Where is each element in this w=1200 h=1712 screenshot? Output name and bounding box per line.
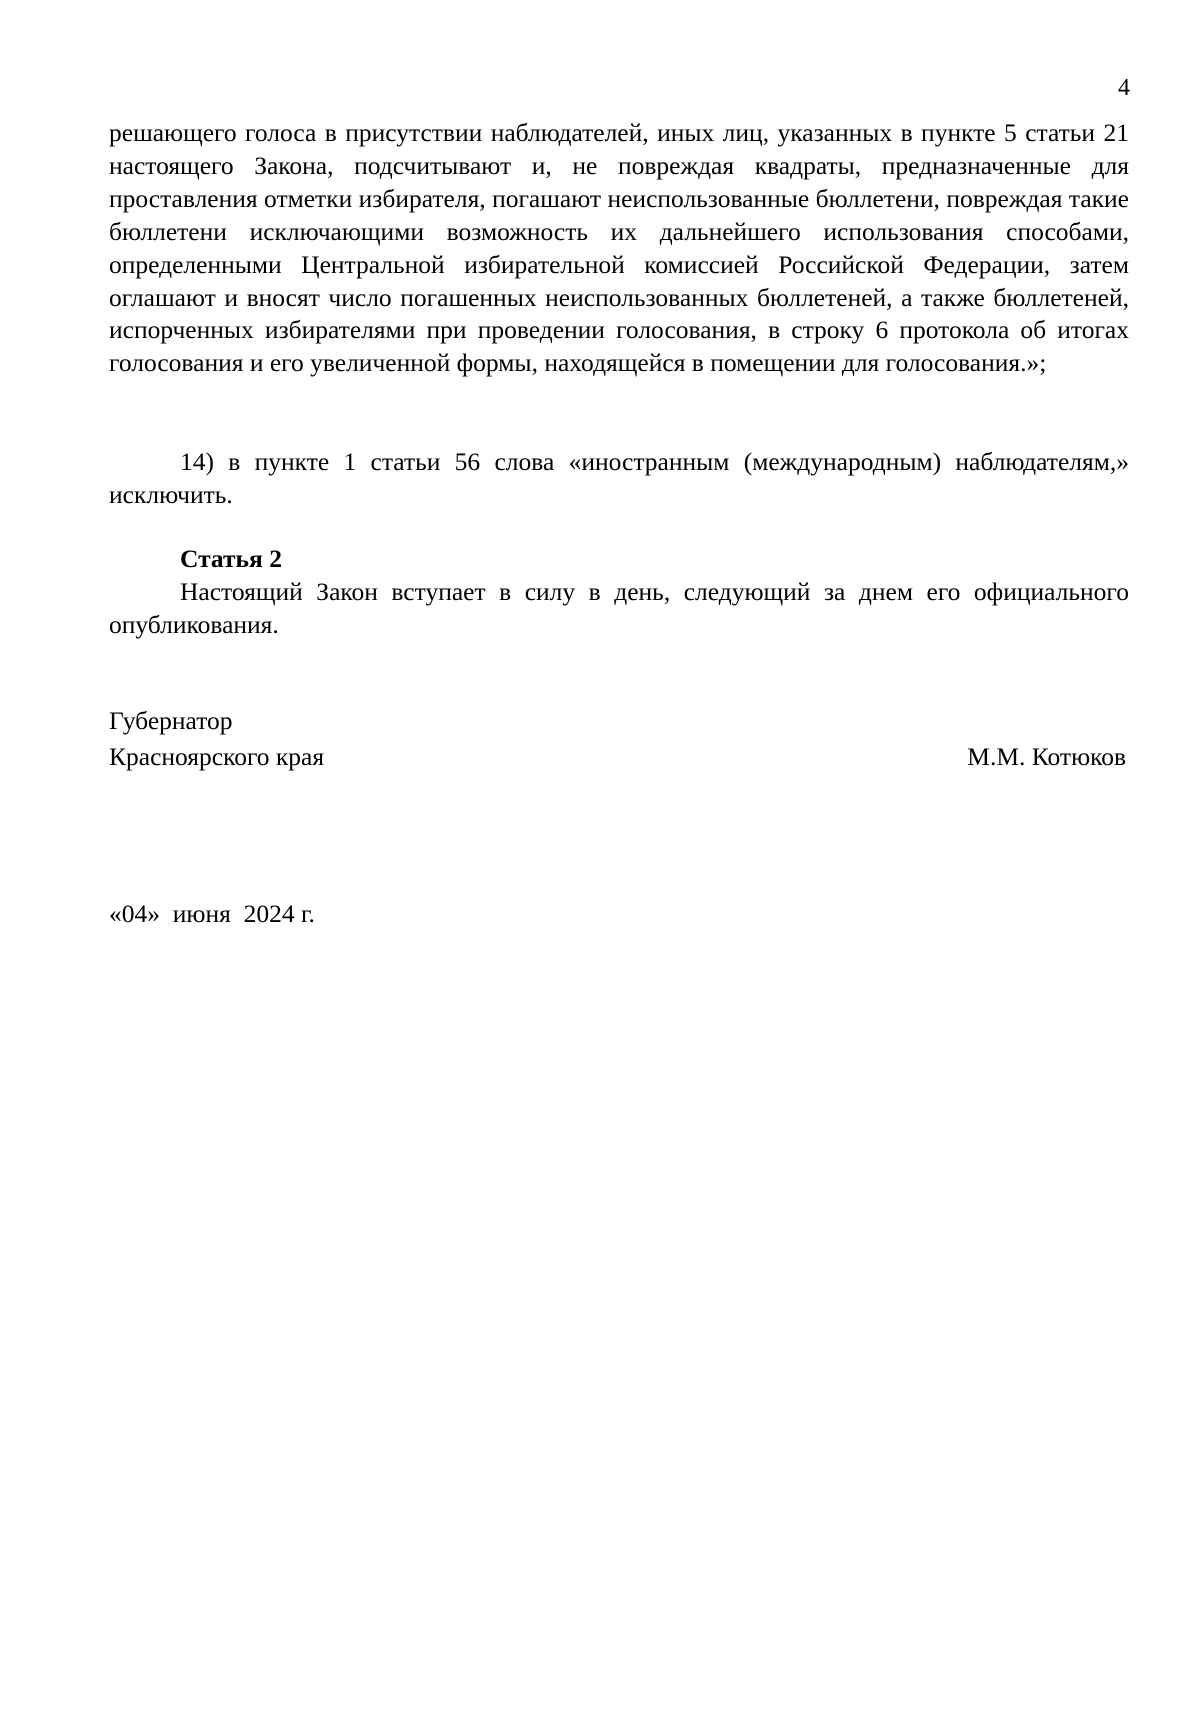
article-text: Настоящий Закон вступает в силу в день, следующий за днем его официального опубликования.: [109, 577, 1129, 639]
article-heading: Статья 2: [180, 544, 282, 573]
paragraph-continued: решающего голоса в присутствии наблюдателей, иных лиц, указанных в пункте 5 статьи 21 настоящего Закона, подсчитывают и, не повреждая квадраты, предназначенные для проставления отметки избирателя, погашают неиспользованные бюллетени, повреждая такие бюллетени исключающими возможность их дальнейшего использования способами, определенными Центральной избирательной комиссией Российской Федерации, затем оглашают и вносят число погашенных неиспользованных бюллетеней, а также бюллетеней, испорченных избирателями при проведении голосования, в строку 6 протокола об итогах голосования и его увеличенной формы, находящейся в помещении для голосования.»;: [109, 118, 1129, 378]
page-number: 4: [1118, 75, 1130, 101]
signature-title-line1: Губернатор: [109, 706, 233, 735]
signature-title-line2: Красноярского края: [109, 742, 325, 771]
paragraph-item-14: 14) в пункте 1 статьи 56 слова «иностранным (международным) наблюдателям,» исключить.: [109, 447, 1129, 509]
signature-name: М.М. Котюков: [967, 742, 1126, 771]
document-date: «04» июня 2024 г.: [109, 899, 315, 928]
